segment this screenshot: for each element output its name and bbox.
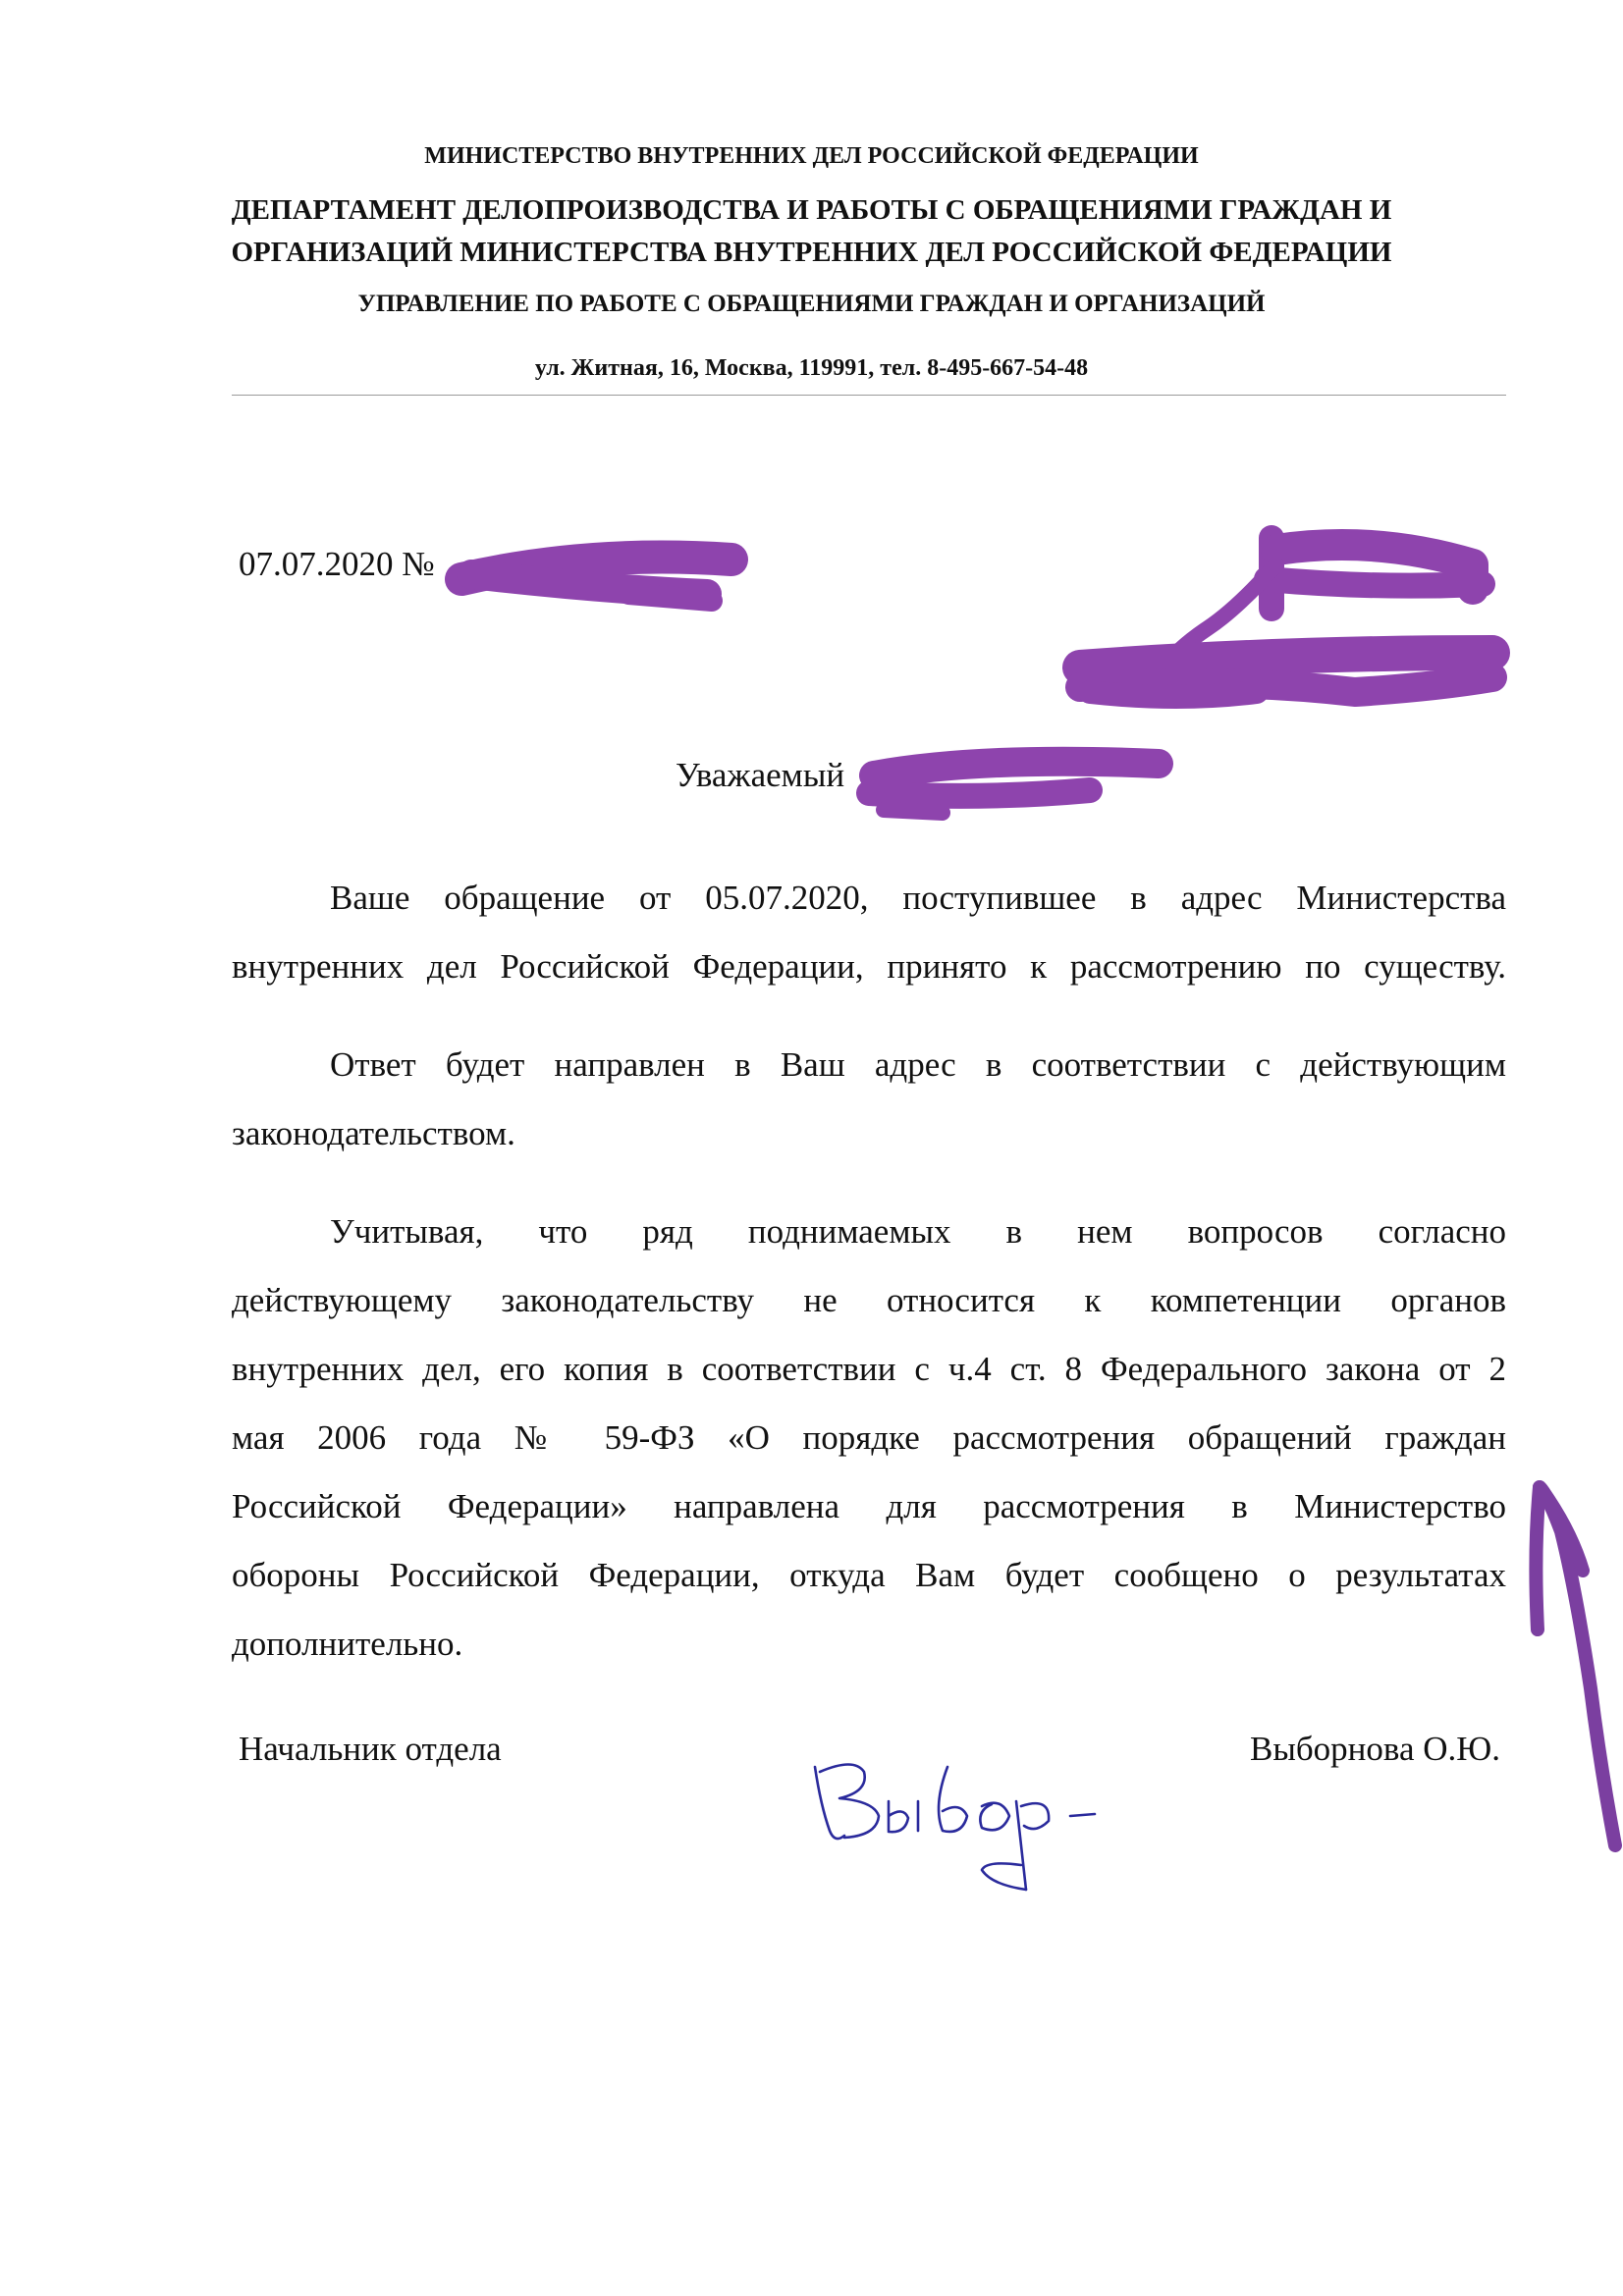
paragraph-line: Ответ будет направлен в Ваш адрес в соответствии с действующим <box>330 1045 1506 1084</box>
paragraph-line: внутренних дел Российской Федерации, принято к рассмотрению по существу. <box>232 947 1506 986</box>
arrow-annotation <box>1536 1487 1615 1845</box>
handwritten-signature <box>815 1765 1095 1891</box>
signature-position: Начальник отдела <box>239 1730 502 1768</box>
paragraph-line: законодательством. <box>232 1114 515 1152</box>
paragraph-line: внутренних дел, его копия в соответствии с ч.4 ст. 8 Федерального закона от 2 <box>232 1350 1506 1388</box>
address-line: ул. Житная, 16, Москва, 119991, тел. 8-495-667-54-48 <box>534 355 1089 381</box>
paragraph-line: Ваше обращение от 05.07.2020, поступившее в адрес Министерства <box>330 879 1506 917</box>
directorate-heading: УПРАВЛЕНИЕ ПО РАБОТЕ С ОБРАЩЕНИЯМИ ГРАЖДАН И ОРГАНИЗАЦИЙ <box>357 291 1266 317</box>
paragraph-line: Учитывая, что ряд поднимаемых в нем вопросов согласно <box>330 1212 1506 1251</box>
salutation: Уважаемый <box>676 756 845 794</box>
signature-name: Выборнова О.Ю. <box>1250 1730 1500 1768</box>
redaction-mark-salutation <box>869 762 1159 813</box>
paragraph-line: дополнительно. <box>232 1625 463 1663</box>
paragraph-line: действующему законодательству не относится к компетенции органов <box>232 1281 1506 1319</box>
redaction-mark-number <box>461 558 731 602</box>
paragraph-line: обороны Российской Федерации, откуда Вам будет сообщено о результатах <box>232 1556 1506 1594</box>
date-number: 07.07.2020 № <box>239 545 435 583</box>
ministry-heading: МИНИСТЕРСТВО ВНУТРЕННИХ ДЕЛ РОССИЙСКОЙ ФЕДЕРАЦИИ <box>424 143 1199 169</box>
paragraph-line: мая 2006 года № 59-ФЗ «О порядке рассмотрения обращений граждан <box>232 1418 1506 1457</box>
paragraph-line: Российской Федерации» направлена для рассмотрения в Министерство <box>232 1487 1506 1525</box>
department-heading-line-2: ОРГАНИЗАЦИЙ МИНИСТЕРСТВА ВНУТРЕННИХ ДЕЛ РОССИЙСКОЙ ФЕДЕРАЦИИ <box>231 237 1392 268</box>
department-heading-line-1: ДЕПАРТАМЕНТ ДЕЛОПРОИЗВОДСТВА И РАБОТЫ С ОБРАЩЕНИЯМИ ГРАЖДАН И <box>231 194 1392 226</box>
redaction-mark-recipient <box>1080 538 1492 697</box>
